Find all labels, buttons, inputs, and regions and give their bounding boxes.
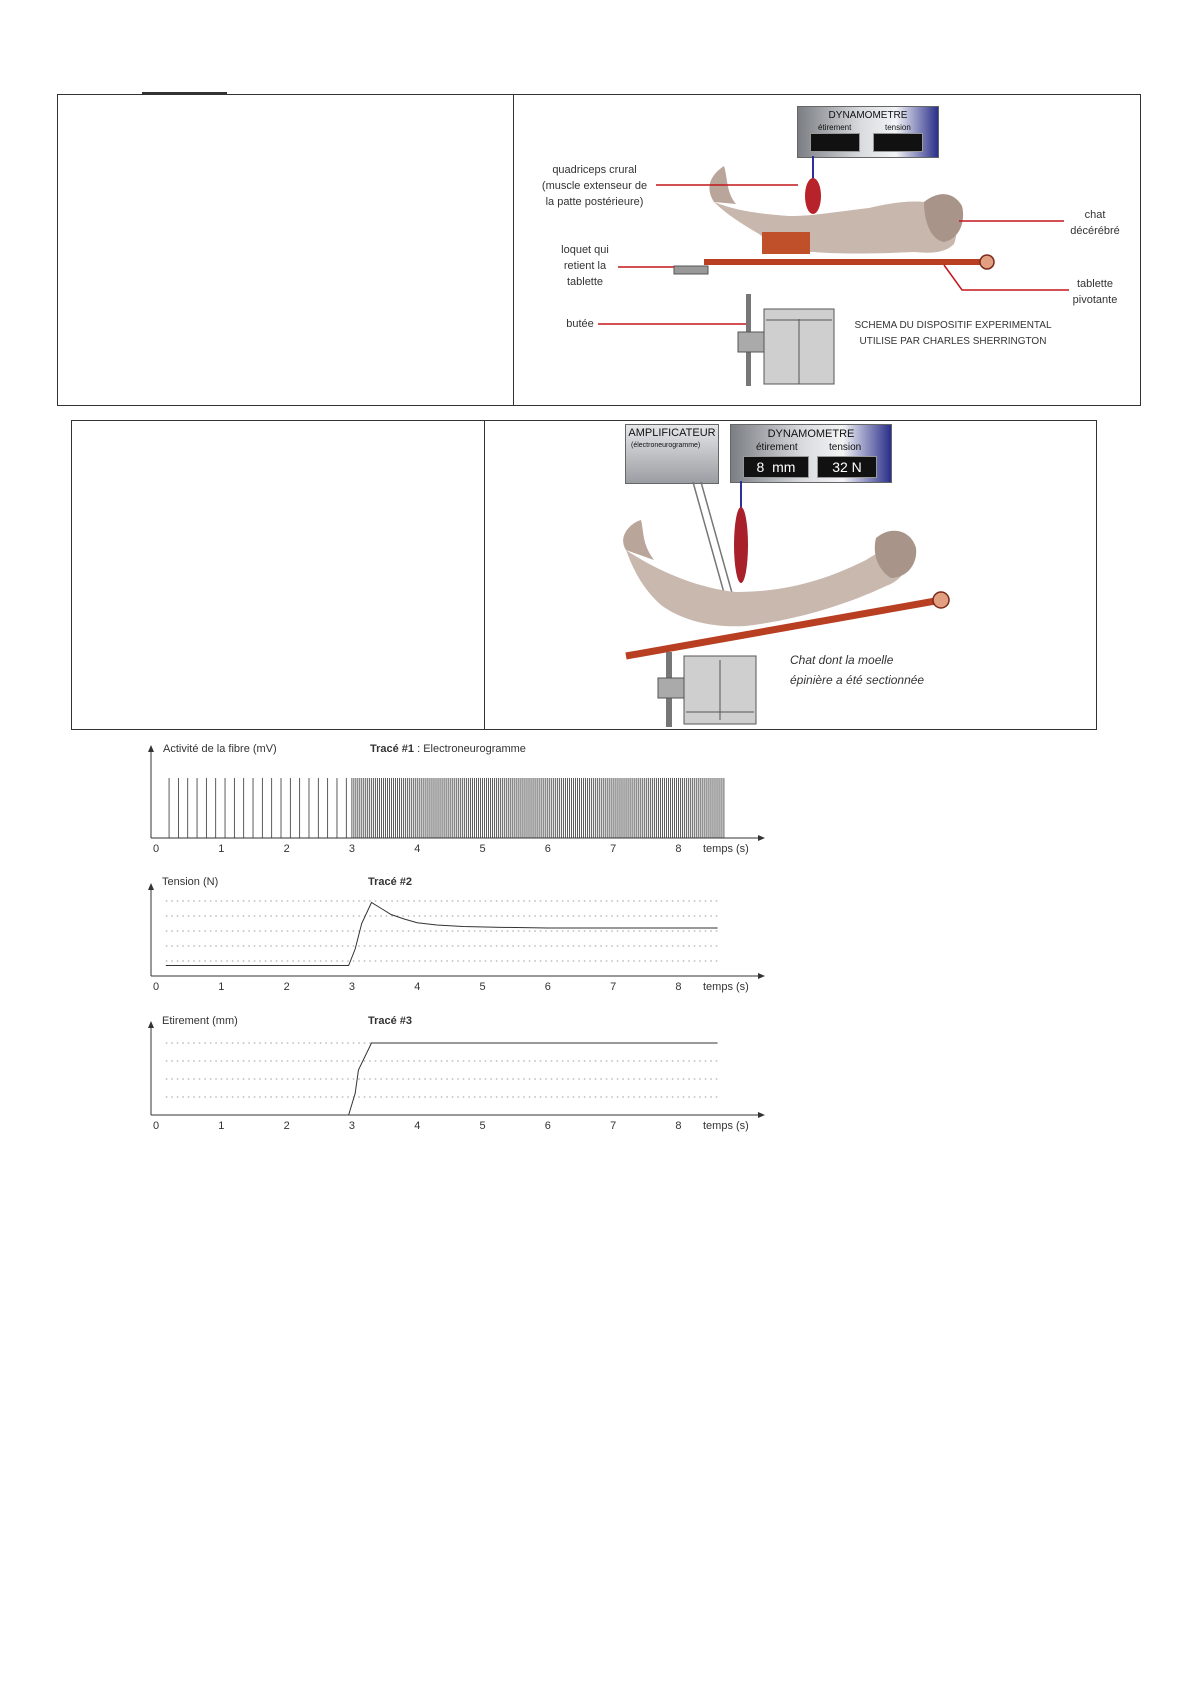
tension2-screen: 32 N	[817, 456, 877, 478]
chart3-tick-3: 3	[348, 1120, 356, 1132]
stretch-label: étirement	[818, 123, 852, 132]
chart2-xlabel: temps (s)	[703, 981, 749, 993]
label-tablette-1: tablette	[1076, 278, 1114, 290]
chart3-tick-1: 1	[218, 1120, 225, 1132]
chart1-tick-5: 5	[479, 843, 486, 855]
tension2-label: tension	[829, 442, 862, 453]
chart1-tick-labels	[153, 843, 682, 855]
chart3-tick-7: 7	[610, 1120, 617, 1132]
chart3-x-arrow	[758, 1112, 765, 1118]
chart3-tick-5: 5	[479, 1120, 486, 1132]
chart3-title: Tracé #3	[368, 1015, 413, 1027]
chart2-tick-4: 4	[414, 981, 421, 993]
chart3-tick-4: 4	[414, 1120, 421, 1132]
chart2-tick-labels	[153, 981, 682, 993]
label-loquet-3: tablette	[566, 276, 604, 288]
figure2-caption-2: épinière a été sectionnée	[790, 673, 925, 687]
label-chat-1: chat	[1084, 209, 1106, 221]
chart2-tick-1: 1	[218, 981, 225, 993]
chart3-ylabel: Etirement (mm)	[162, 1015, 238, 1027]
chart2-y-arrow	[148, 883, 154, 890]
chart3-xlabel: temps (s)	[703, 1120, 749, 1132]
chart2-tick-2: 2	[283, 981, 290, 993]
stretch2-screen: 8 mm	[743, 456, 809, 478]
label-loquet-2: retient la	[563, 260, 607, 272]
chart1-tick-3: 3	[348, 843, 356, 855]
chart2-tick-6: 6	[544, 981, 551, 993]
chart2-gridlines	[166, 901, 718, 961]
tension-label: tension	[885, 123, 911, 132]
label-chat-2: décérébré	[1070, 225, 1120, 237]
chart1-title	[370, 743, 526, 755]
chart2-title: Tracé #2	[368, 876, 413, 888]
chart-trace1	[148, 743, 765, 855]
label-tablette-2: pivotante	[1072, 294, 1118, 306]
chart1-tick-2: 2	[283, 843, 290, 855]
chart1-tick-0: 0	[153, 843, 160, 855]
chart1-tick-8: 8	[675, 843, 682, 855]
chart1-xlabel: temps (s)	[703, 843, 749, 855]
chart2-tick-5: 5	[479, 981, 486, 993]
label-quadriceps-2: (muscle extenseur de	[541, 180, 648, 192]
chart3-tick-2: 2	[283, 1120, 290, 1132]
dynamometre2-title: DYNAMOMETRE	[767, 428, 855, 440]
chart2-x-arrow	[758, 973, 765, 979]
figure1-caption-1: SCHEMA DU DISPOSITIF EXPERIMENTAL	[854, 320, 1052, 331]
label-butee: butée	[566, 318, 594, 330]
chart2-tick-3: 3	[348, 981, 356, 993]
chart3-y-arrow	[148, 1021, 154, 1028]
chart3-tick-labels	[153, 1120, 682, 1132]
chart1-tick-7: 7	[610, 843, 617, 855]
stretch2-label: étirement	[756, 442, 798, 453]
chart3-tick-0: 0	[153, 1120, 160, 1132]
label-loquet-1: loquet qui	[561, 244, 609, 256]
amplificateur-title: AMPLIFICATEUR	[628, 427, 716, 439]
chart-trace3	[148, 1015, 765, 1132]
amplificateur-subtitle: (électroneurogramme)	[631, 442, 701, 449]
chart2-tick-0: 0	[153, 981, 160, 993]
chart3-gridlines	[166, 1043, 718, 1097]
chart3-tick-8: 8	[675, 1120, 682, 1132]
chart1-tick-1: 1	[218, 843, 225, 855]
chart1-ylabel: Activité de la fibre (mV)	[163, 743, 277, 755]
chart-trace2	[148, 876, 765, 993]
chart1-title-rest: : Electroneurogramme	[414, 743, 526, 755]
figure1-caption-2: UTILISE PAR CHARLES SHERRINGTON	[859, 336, 1047, 347]
chart1-tick-6: 6	[544, 843, 551, 855]
chart1-spikes	[169, 778, 724, 838]
chart1-title-bold: Tracé #1	[370, 743, 415, 755]
chart1-tick-4: 4	[414, 843, 421, 855]
chart2-tension-line	[166, 903, 718, 966]
chart3-tick-6: 6	[544, 1120, 551, 1132]
chart2-ylabel: Tension (N)	[162, 876, 219, 888]
chart2-tick-8: 8	[675, 981, 682, 993]
label-quadriceps-1: quadriceps crural	[552, 164, 637, 176]
dynamometre-title: DYNAMOMETRE	[828, 110, 908, 121]
chart1-x-arrow	[758, 835, 765, 841]
figure2-caption-1: Chat dont la moelle	[790, 653, 894, 667]
label-quadriceps-3: la patte postérieure)	[545, 196, 644, 208]
chart2-tick-7: 7	[610, 981, 617, 993]
chart1-y-arrow	[148, 745, 154, 752]
